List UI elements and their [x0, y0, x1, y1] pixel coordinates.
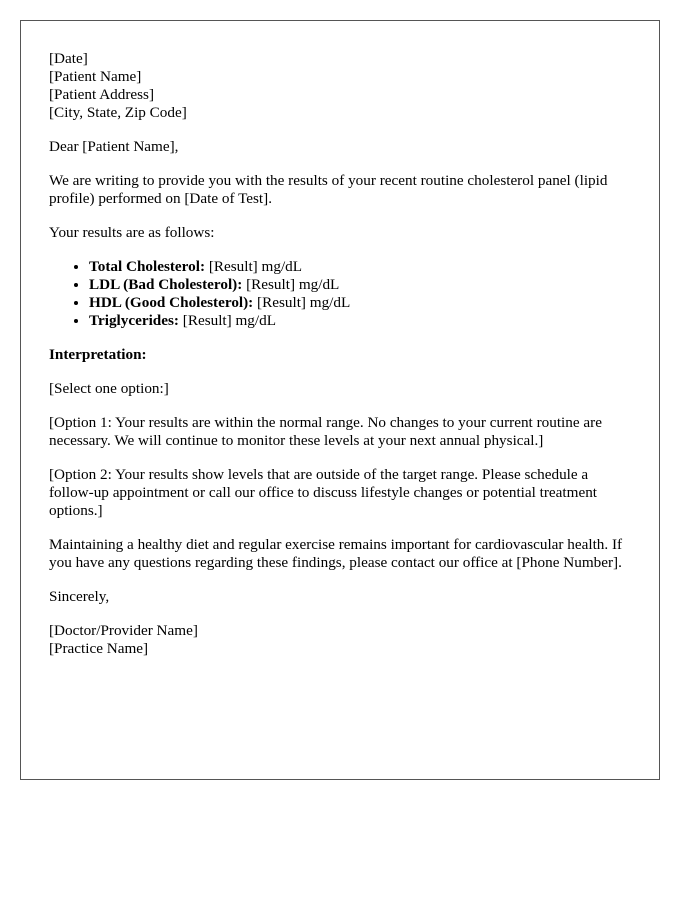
result-item-hdl [89, 294, 631, 312]
result-label: LDL (Bad Cholesterol): [89, 276, 243, 293]
select-option-instruction: [Select one option:] [49, 380, 169, 397]
closing-paragraph: Maintaining a healthy diet and regular exercise remains important for cardiovascular health. If you have any questions regarding these findings, please contact our office at [Phone Number]. [49, 536, 623, 571]
practice-name-line: [Practice Name] [49, 640, 149, 657]
result-value: [Result] mg/dL [257, 294, 351, 311]
signature-block [49, 622, 631, 658]
result-item-triglycerides [89, 312, 631, 330]
result-value: [Result] mg/dL [182, 312, 276, 329]
patient-address-line: [Patient Address] [49, 86, 155, 103]
provider-name-line: [Doctor/Provider Name] [49, 622, 198, 639]
date-line: [Date] [49, 50, 88, 67]
result-item-total-cholesterol [89, 258, 631, 276]
result-value: [Result] mg/dL [208, 258, 303, 275]
results-intro: Your results are as follows: [49, 224, 215, 241]
patient-name-line: [Patient Name] [49, 68, 142, 85]
result-item-ldl [89, 276, 631, 294]
letter-document [20, 20, 660, 780]
results-list [49, 258, 631, 330]
intro-paragraph: We are writing to provide you with the results of your recent routine cholesterol panel (lipid profile) performed on [Date of Test]. [49, 172, 608, 207]
address-block [49, 50, 631, 122]
option-1-paragraph: [Option 1: Your results are within the normal range. No changes to your current routine are necessary. We will continue to monitor these levels at your next annual physical.] [49, 414, 602, 449]
interpretation-heading: Interpretation: [49, 346, 147, 363]
salutation: Dear [Patient Name], [49, 138, 179, 155]
result-value: [Result] mg/dL [246, 276, 340, 293]
result-label: Triglycerides: [89, 312, 179, 329]
result-label: Total Cholesterol: [89, 258, 206, 275]
sign-off: Sincerely, [49, 588, 110, 605]
result-label: HDL (Good Cholesterol): [89, 294, 254, 311]
option-2-paragraph: [Option 2: Your results show levels that are outside of the target range. Please schedule a follow-up appointment or call our office to discuss lifestyle changes or potential treatment options.] [49, 466, 598, 519]
city-state-zip-line: [City, State, Zip Code] [49, 104, 187, 121]
